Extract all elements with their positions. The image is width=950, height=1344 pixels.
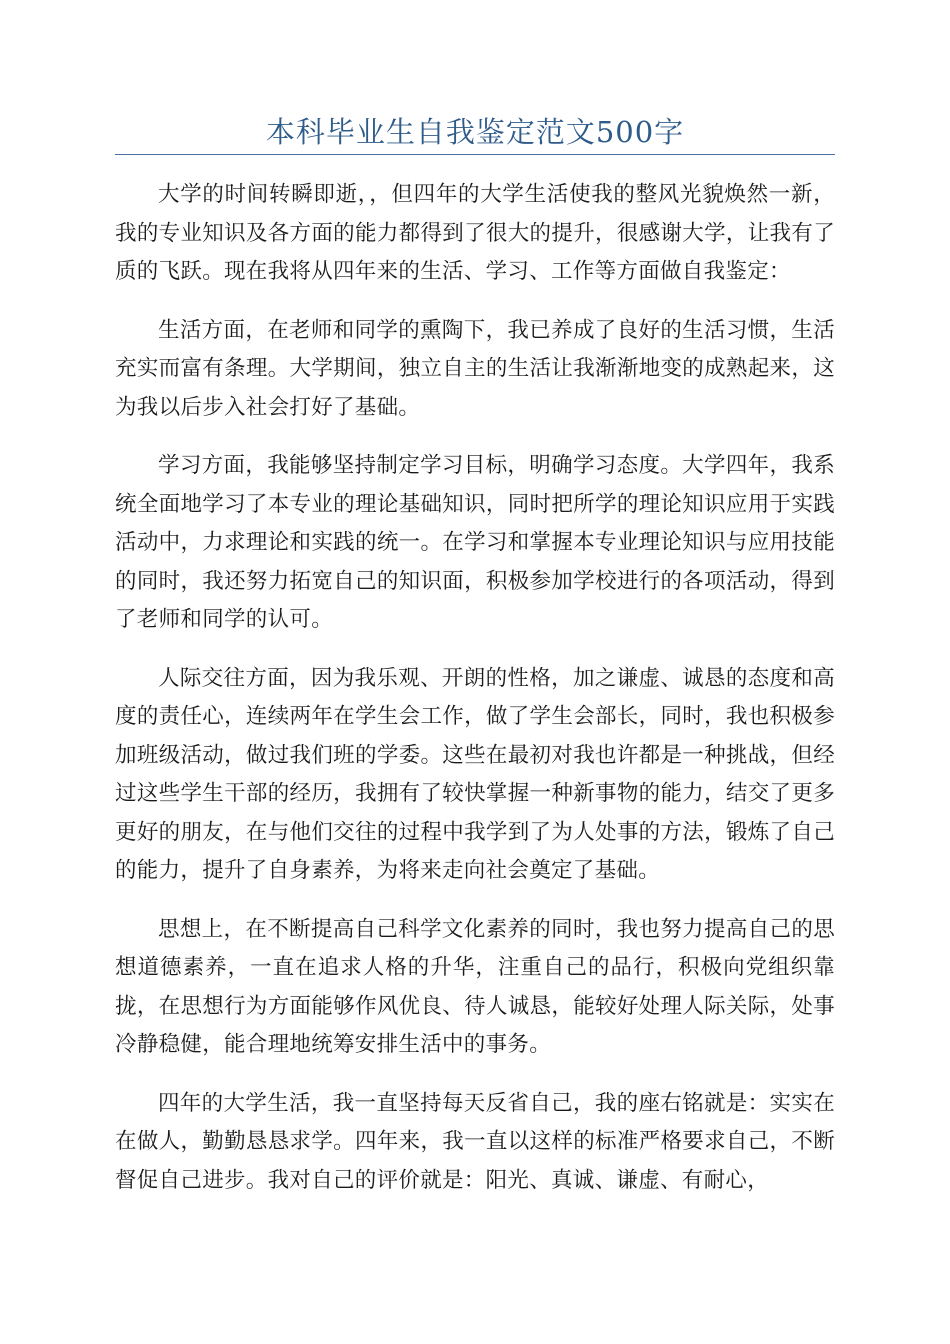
paragraph-thought: 思想上，在不断提高自己科学文化素养的同时，我也努力提高自己的思想道德素养，一直在追求人格的升华，注重自己的品行，积极向党组织靠拢，在思想行为方面能够作风优良、待人诚恳，能较好处理人际关际，处事冷静稳健，能合理地统筹安排生活中的事务。 [115,916,835,1057]
paragraph-summary: 四年的大学生活，我一直坚持每天反省自己，我的座右铭就是：实实在在做人，勤勤恳恳求学。四年来，我一直以这样的标准严格要求自己，不断督促自己进步。我对自己的评价就是：阳光、真诚、谦虚、有耐心， [115,1090,835,1193]
paragraph-intro: 大学的时间转瞬即逝，，但四年的大学生活使我的整风光貌焕然一新，我的专业知识及各方面的能力都得到了很大的提升，很感谢大学，让我有了质的飞跃。现在我将从四年来的生活、学习、工作等方面做自我鉴定： [115,182,835,284]
title-underline [115,154,835,155]
document-title: 本科毕业生自我鉴定范文500字 [265,115,685,149]
paragraph-study: 学习方面，我能够坚持制定学习目标，明确学习态度。大学四年，我系统全面地学习了本专业的理论基础知识，同时把所学的理论知识应用于实践活动中，力求理论和实践的统一。在学习和掌握本专业理论知识与应用技能的同时，我还努力拓宽自己的知识面，积极参加学校进行的各项活动，得到了老师和同学的认可。 [115,453,835,632]
paragraph-social: 人际交往方面，因为我乐观、开朗的性格，加之谦虚、诚恳的态度和高度的责任心，连续两年在学生会工作，做了学生会部长，同时，我也积极参加班级活动，做过我们班的学委。这些在最初对我也许都是一种挑战，但经过这些学生干部的经历，我拥有了较快掌握一种新事物的能力，结交了更多更好的朋友，在与他们交往的过程中我学到了为人处事的方法，锻炼了自己的能力，提升了自身素养，为将来走向社会奠定了基础。 [115,665,835,883]
paragraph-life: 生活方面，在老师和同学的熏陶下，我已养成了良好的生活习惯，生活充实而富有条理。大学期间，独立自主的生活让我渐渐地变的成熟起来，这为我以后步入社会打好了基础。 [115,317,835,420]
document-body [115,176,835,1220]
